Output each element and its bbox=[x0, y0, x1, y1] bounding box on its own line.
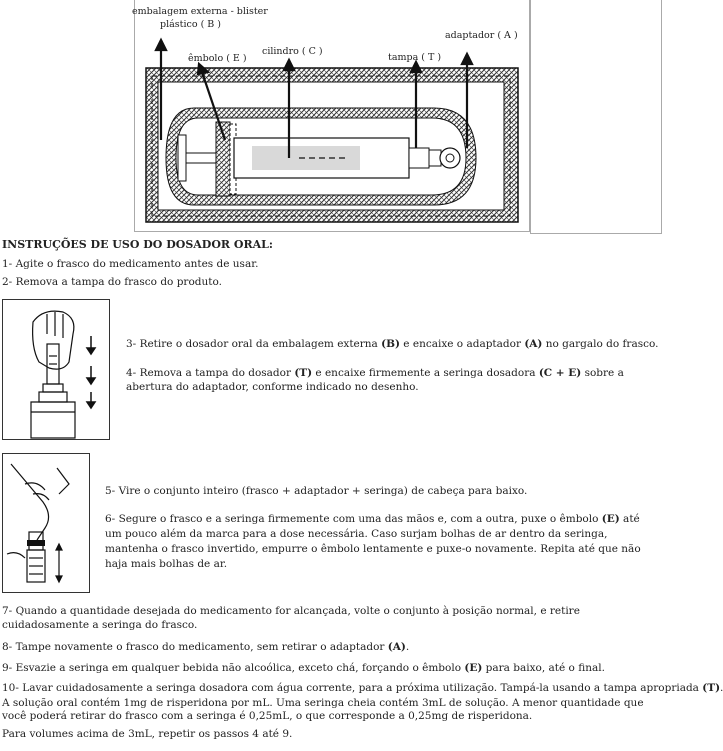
step-6: 6- Segure o frasco e a seringa firmemente com uma das mãos e, com a outra, puxe o êmbolo (E) até um pouco além da marca para a dose necessária. Caso surjam bolhas de ar dentro da seringa, mantenha o frasco invertido, empurre o êmbolo lentamente e puxe-o novamente. Repita até que não haja mais bolhas de ar. bbox=[105, 513, 641, 570]
step-4: 4- Remova a tampa do dosador (T) e encaixe firmemente a seringa dosadora (C + E) sobre a abertura do adaptador, conforme indicado no desenho. bbox=[126, 367, 624, 393]
step-8: 8- Tampe novamente o frasco do medicamento, sem retirar o adaptador (A). bbox=[2, 641, 410, 653]
plunger-handle bbox=[178, 135, 186, 181]
note-concentration: A solução oral contém 1mg de risperidona por mL. Uma seringa cheia contém 3mL de solução. A menor quantidade que você poderá retirar do frasco com a seringa é 0,25mL, o que corresponde a 0,25mg de risperidona. bbox=[2, 697, 644, 722]
figure-invert-bottle bbox=[2, 453, 90, 593]
syringe-cap bbox=[409, 148, 429, 168]
note-volumes: Para volumes acima de 3mL, repetir os passos 4 até 9. bbox=[2, 728, 293, 740]
instructions-heading: INSTRUÇÕES DE USO DO DOSADOR ORAL: bbox=[2, 238, 273, 251]
inverted-bottle-illustration bbox=[3, 454, 89, 592]
label-blister-b: plástico ( B ) bbox=[160, 19, 222, 30]
step-10: 10- Lavar cuidadosamente a seringa dosadora com água corrente, para a próxima utilização. Tampá-la usando a tampa apropriada (T) bbox=[2, 682, 721, 694]
label-adapter: adaptador ( A ) bbox=[445, 30, 518, 41]
label-cap: tampa ( T ) bbox=[388, 52, 442, 63]
hand-bottle-illustration bbox=[3, 300, 109, 439]
figure-attach-syringe bbox=[2, 299, 110, 440]
step-9: 9- Esvazie a seringa em qualquer bebida não alcoólica, exceto chá, forçando o êmbolo (E) para baixo, até o final. bbox=[2, 662, 605, 674]
step-5: 5- Vire o conjunto inteiro (frasco + adaptador + seringa) de cabeça para baixo. bbox=[105, 485, 528, 497]
diagram-side-panel bbox=[530, 0, 662, 234]
label-blister: embalagem externa - blister bbox=[132, 6, 268, 17]
step-1: 1- Agite o frasco do medicamento antes de usar. bbox=[2, 258, 259, 270]
step-3: 3- Retire o dosador oral da embalagem externa (B) e encaixe o adaptador (A) no gargalo do frasco. bbox=[126, 338, 659, 350]
step-2: 2- Remova a tampa do frasco do produto. bbox=[2, 276, 222, 288]
label-cylinder: cilindro ( C ) bbox=[262, 46, 323, 57]
step-7: 7- Quando a quantidade desejada do medicamento for alcançada, volte o conjunto à posição normal, e retire cuidadosamente a seringa do frasco. bbox=[2, 605, 580, 631]
label-plunger: êmbolo ( E ) bbox=[188, 53, 247, 64]
